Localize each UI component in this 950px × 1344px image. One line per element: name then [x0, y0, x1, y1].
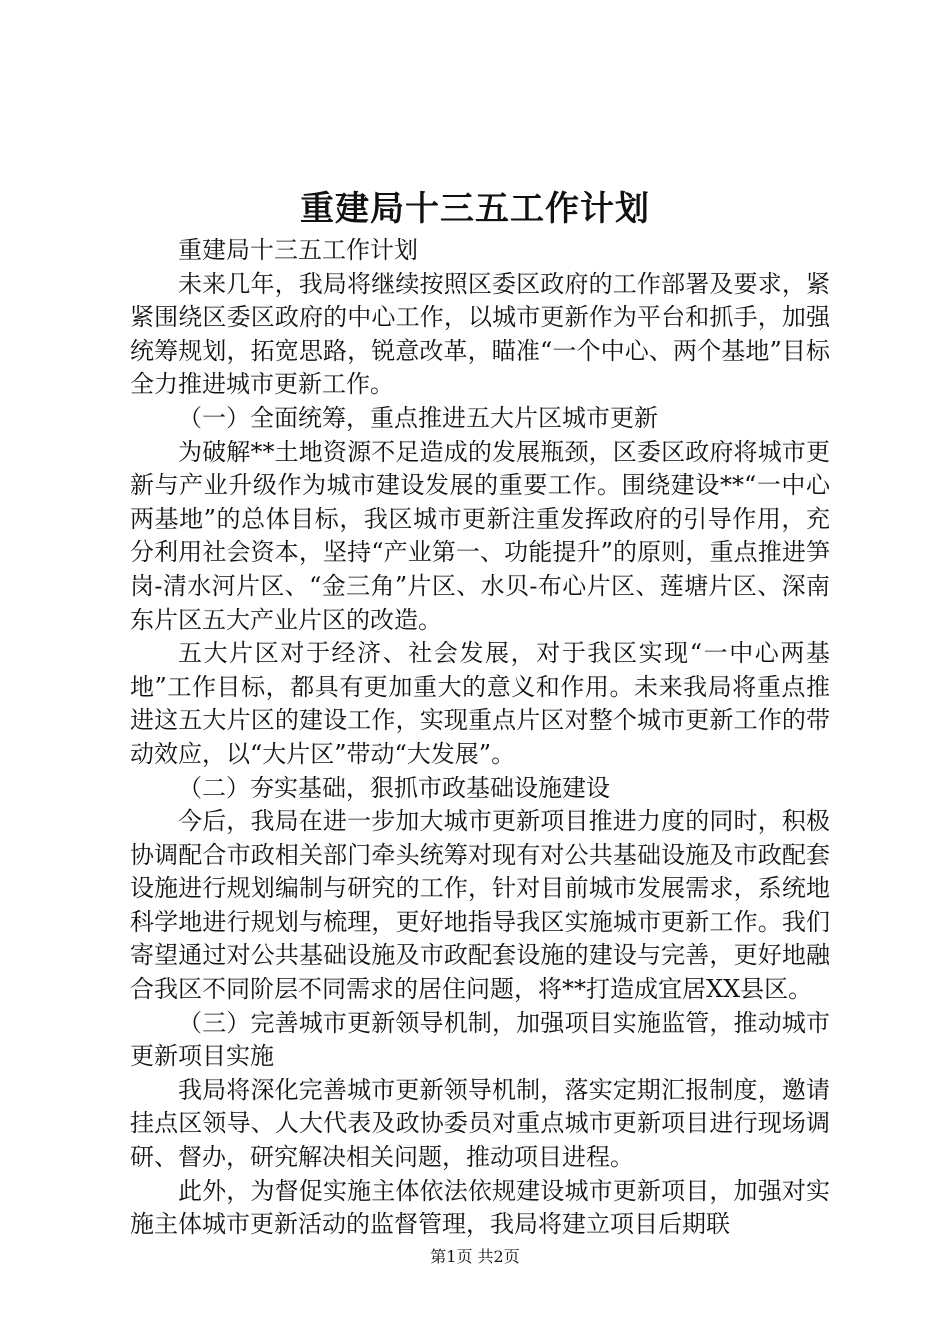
paragraph-section-3a: 我局将深化完善城市更新领导机制，落实定期汇报制度，邀请挂点区领导、人大代表及政协委员对重点城市更新项目进行现场调研、督办，研究解决相关问题，推动项目进程。 [130, 1075, 830, 1172]
paragraph-section-1b: 五大片区对于经济、社会发展，对于我区实现“一中心两基地”工作目标，都具有更加重大的意义和作用。未来我局将重点推进这五大片区的建设工作，实现重点片区对整个城市更新工作的带动效应，以“大片区”带动“大发展”。 [130, 639, 830, 768]
paragraph-section-3b: 此外，为督促实施主体依法依规建设城市更新项目，加强对实施主体城市更新活动的监督管理，我局将建立项目后期联 [130, 1176, 830, 1239]
paragraph-doc-heading: 重建局十三五工作计划 [178, 236, 418, 264]
paragraph-section-2: 今后，我局在进一步加大城市更新项目推进力度的同时，积极协调配合市政相关部门牵头统筹对现有对公共基础设施及市政配套设施进行规划编制与研究的工作，针对目前城市发展需求，系统地科学地进行规划与梳理，更好地指导我区实施城市更新工作。我们寄望通过对公共基础设施及市政配套设施的建设与完善，更好地融合我区不同阶层不同需求的居住问题，将**打造成宜居XX县区。 [130, 807, 830, 1004]
paragraph-section-1a: 为破解**土地资源不足造成的发展瓶颈，区委区政府将城市更新与产业升级作为城市建设发展的重要工作。围绕建设**“一中心两基地”的总体目标，我区城市更新注重发挥政府的引导作用，充分利用社会资本，坚持“产业第一、功能提升”的原则，重点推进笋岗-清水河片区、“金三角”片区、水贝-布心片区、莲塘片区、深南东片区五大产业片区的改造。 [130, 437, 830, 634]
document-body [130, 234, 830, 1242]
section-heading-2: （二）夯实基础，狠抓市政基础设施建设 [178, 773, 610, 802]
page-footer: 第1页 共2页 [430, 1247, 520, 1266]
document-title: 重建局十三五工作计划 [300, 189, 650, 229]
paragraph-intro: 未来几年，我局将继续按照区委区政府的工作部署及要求，紧紧围绕区委区政府的中心工作，以城市更新作为平台和抓手，加强统筹规划，拓宽思路，锐意改革，瞄准“一个中心、两个基地”目标全力推进城市更新工作。 [130, 269, 830, 399]
section-heading-1: （一）全面统筹，重点推进五大片区城市更新 [178, 403, 658, 432]
section-heading-3: （三）完善城市更新领导机制，加强项目实施监管，推动城市更新项目实施 [130, 1008, 830, 1071]
